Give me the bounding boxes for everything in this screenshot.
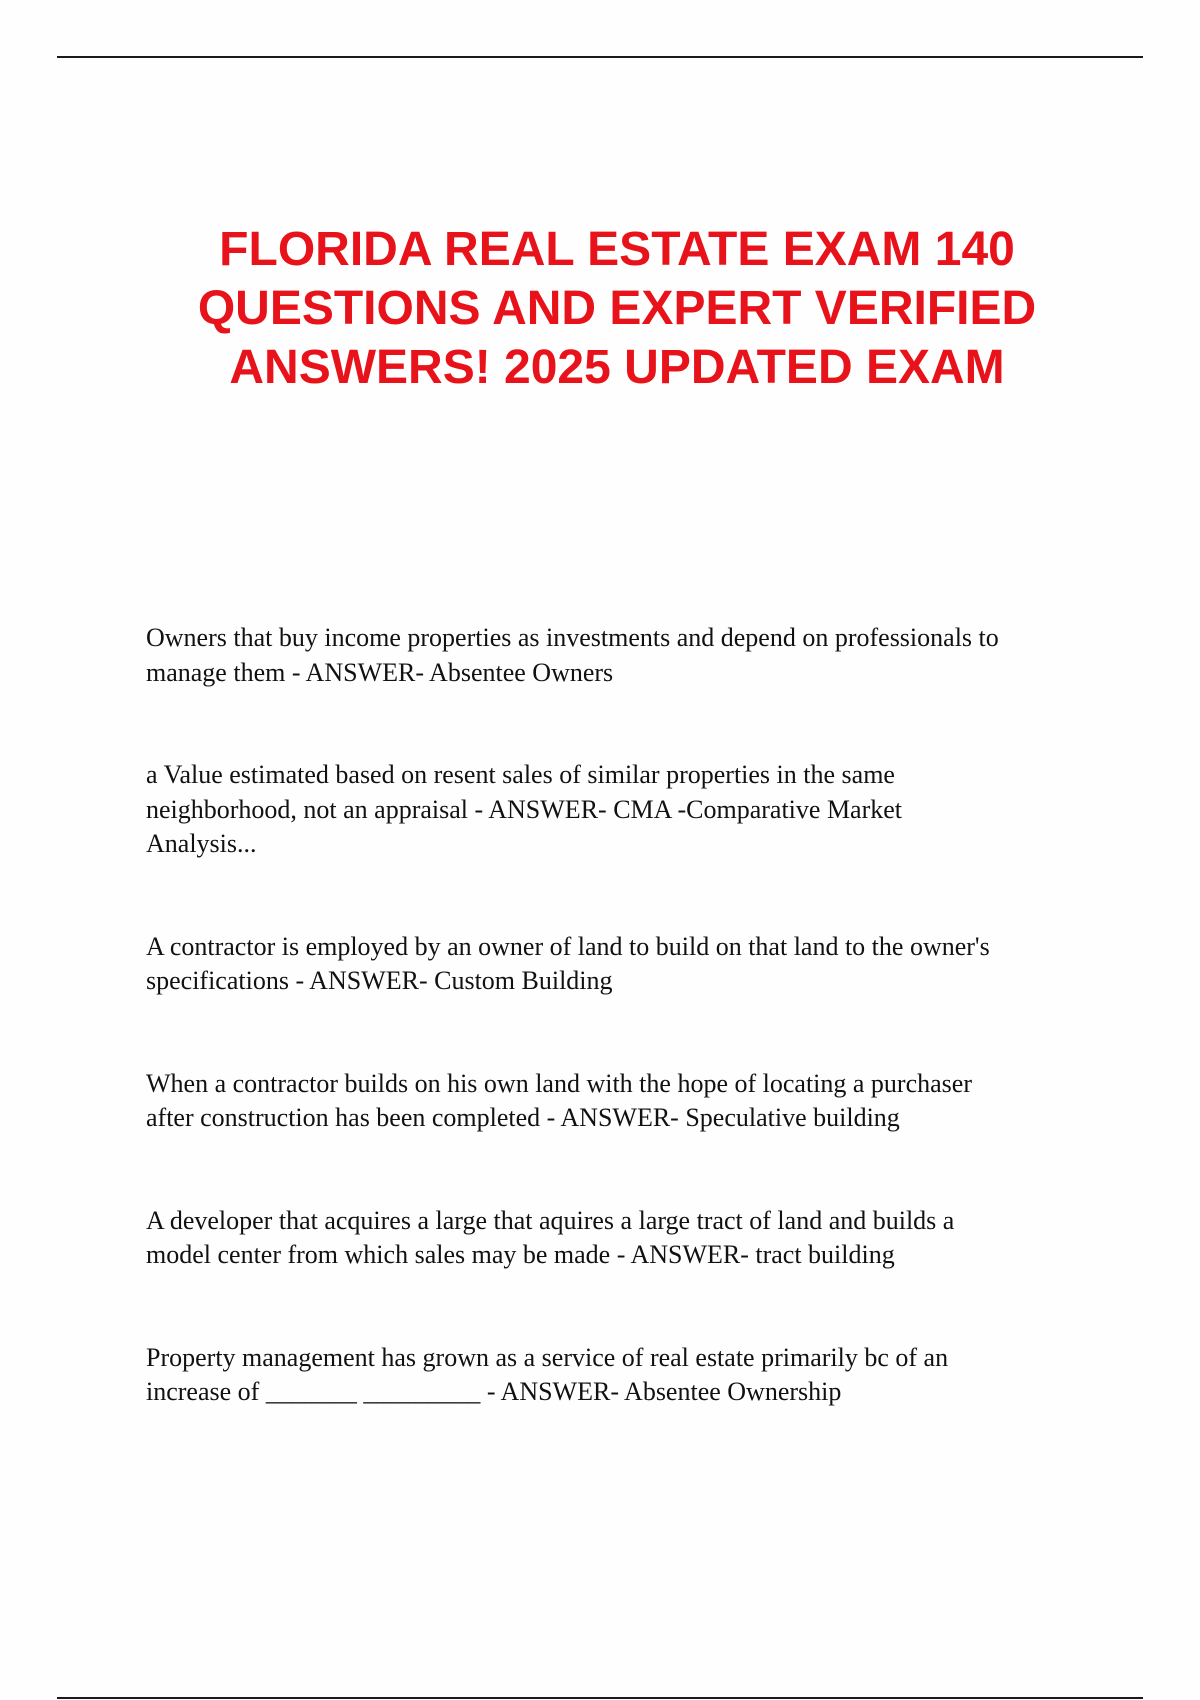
qa-line: model center from which sales may be made - ANSWER- tract building: [146, 1240, 895, 1269]
qa-line: specifications - ANSWER- Custom Building: [146, 966, 613, 995]
qa-line: Owners that buy income properties as investments and depend on professionals to: [146, 623, 999, 652]
title-line: QUESTIONS AND EXPERT VERIFIED: [197, 282, 1037, 335]
title-line: ANSWERS! 2025 UPDATED EXAM: [229, 341, 1005, 394]
qa-line: a Value estimated based on resent sales of similar properties in the same: [146, 760, 895, 789]
qa-item: [146, 1204, 1106, 1273]
qa-line: increase of _______ _________ - ANSWER- Absentee Ownership: [146, 1377, 842, 1406]
qa-line: manage them - ANSWER- Absentee Owners: [146, 657, 614, 687]
qa-item: [146, 1067, 1106, 1136]
top-rule: [57, 56, 1143, 58]
qa-line: after construction has been completed - ANSWER- Speculative building: [146, 1103, 900, 1132]
bottom-rule: [57, 1697, 1143, 1699]
qa-line: A developer that acquires a large that aquires a large tract of land and builds a: [146, 1205, 955, 1235]
qa-line: Analysis...: [146, 829, 257, 858]
document-title: [100, 220, 1134, 397]
qa-line: Property management has grown as a service of real estate primarily bc of an: [146, 1342, 949, 1372]
qa-item: [146, 930, 1106, 999]
qa-line: A contractor is employed by an owner of land to build on that land to the owner's: [146, 931, 990, 961]
question-answer-list: [146, 621, 1106, 1478]
qa-item: [146, 621, 1106, 690]
qa-line: neighborhood, not an appraisal - ANSWER- CMA -Comparative Market: [146, 794, 903, 824]
title-line: FLORIDA REAL ESTATE EXAM 140: [219, 223, 1015, 276]
qa-item: [146, 758, 1106, 862]
qa-line: When a contractor builds on his own land with the hope of locating a purchaser: [146, 1068, 972, 1098]
qa-item: [146, 1341, 1106, 1410]
